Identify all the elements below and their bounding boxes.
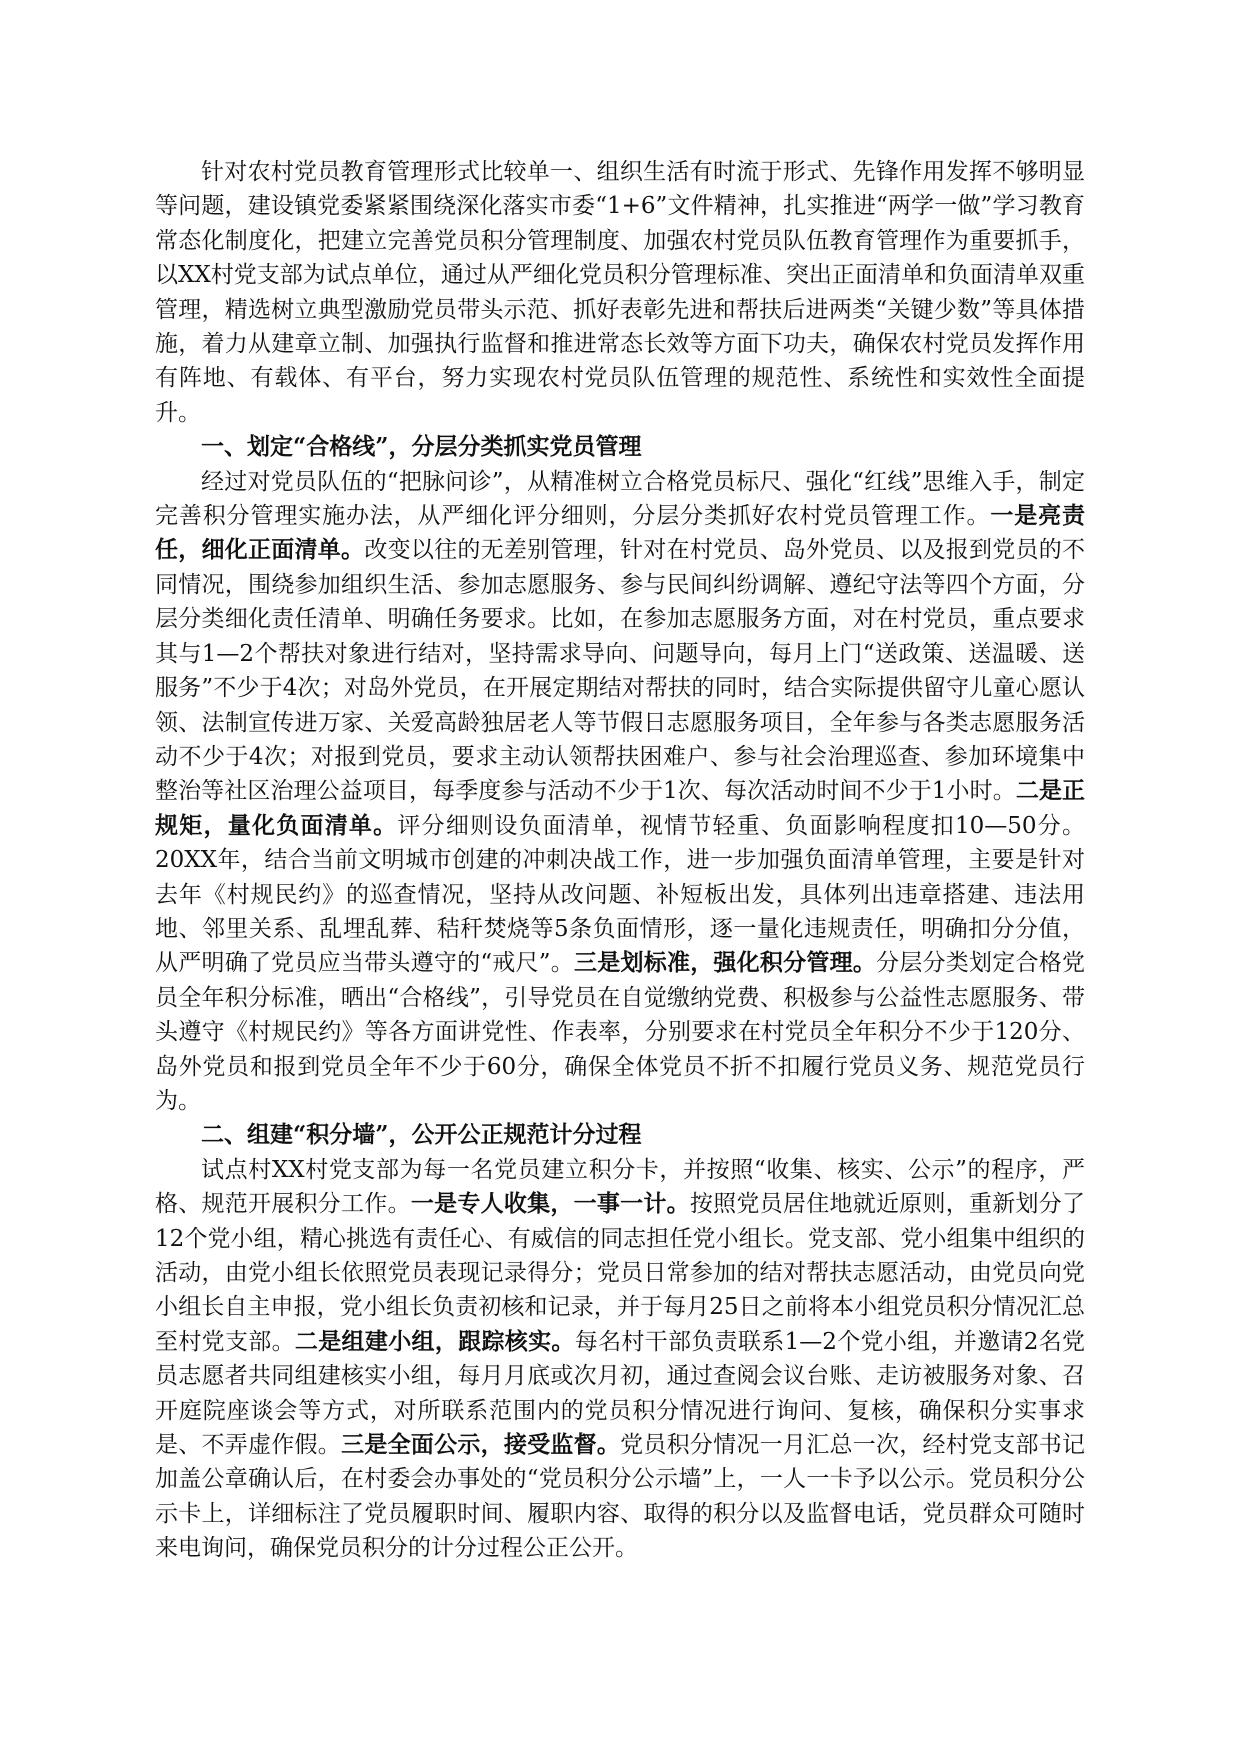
section-1-text-2: 改变以往的无差别管理，针对在村党员、岛外党员、以及报到党员的不同情况，围绕参加组织生活、参加志愿服务、参与民间纠纷调解、遵纪守法等四个方面，分层分类细化责任清单、明确任务要求。比如，在参加志愿服务方面，对在村党员，重点要求其与1—2个帮扶对象进行结对，坚持需求导向、问题导向，每月上门“送政策、送温暖、送服务”不少于4次；对岛外党员，在开展定期结对帮扶的同时，结合实际提供留守儿童心愿认领、法制宣传进万家、关爱高龄独居老人等节假日志愿服务项目，全年参与各类志愿服务活动不少于4次；对报到党员，要求主动认领帮扶困难户、参与社会治理巡查、参加环境集中整治等社区治理公益项目，每季度参与活动不少于1次、每次活动时间不少于1小时。 <box>155 537 1086 805</box>
section-1-text-4: 分层分类划定合格党员全年积分标准，晒出“合格线”，引导党员在自觉缴纳党费、积极参与公益性志愿服务、带头遵守《村规民约》等各方面讲党性、作表率，分别要求在村党员全年积分不少于120分、岛外党员和报到党员全年不少于60分，确保全体党员不折不扣履行党员义务、规范党员行为。 <box>155 950 1085 1114</box>
section-2-bold-1: 一是专人收集，一事一计。 <box>410 1190 690 1218</box>
section-1-bold-1: 一是亮责任，细化正面清单。 <box>155 502 1086 564</box>
section-heading-1: 一、划定“合格线”，分层分类抓实党员管理 <box>201 433 642 461</box>
section-2-paragraph <box>155 1153 1085 1566</box>
section-2-text-1: 试点村XX村党支部为每一名党员建立积分卡，并按照“收集、核实、公示”的程序，严格、规范开展积分工作。 <box>155 1156 1085 1218</box>
section-2-text-4: 党员积分情况一月汇总一次，经村党支部书记加盖公章确认后，在村委会办事处的“党员积分公示墙”上，一人一卡予以公示。党员积分公示卡上，详细标注了党员履职时间、履职内容、取得的积分以及监督电话，党员群众可随时来电询问，确保党员积分的计分过程公正公开。 <box>155 1432 1086 1562</box>
document-page <box>155 155 1085 1566</box>
section-2-bold-2: 二是组建小组，跟踪核实。 <box>294 1327 575 1355</box>
section-1-bold-2: 二是正规矩，量化负面清单。 <box>155 777 1085 839</box>
section-1-text-3: 评分细则设负面清单，视情节轻重、负面影响程度扣10—50分。20XX年，结合当前文明城市创建的冲刺决战工作，进一步加强负面清单管理，主要是针对去年《村规民约》的巡查情况，坚持从改问题、补短板出发，具体列出违章搭建、违法用地、邻里关系、乱埋乱葬、秸秆焚烧等5条负面情形，逐一量化违规责任，明确扣分分值，从严明确了党员应当带头遵守的“戒尺”。 <box>155 812 1085 977</box>
section-2-text-3: 每名村干部负责联系1—2个党小组，并邀请2名党员志愿者共同组建核实小组，每月月底或次月初，通过查阅会议台账、走访被服务对象、召开庭院座谈会等方式，对所联系范围内的党员积分情况进行询问、复核，确保积分实事求是、不弄虚作假。 <box>155 1328 1086 1459</box>
section-2-bold-3: 三是全面公示，接受监督。 <box>341 1431 621 1459</box>
section-1-paragraph <box>155 465 1085 1119</box>
section-1-bold-3: 三是划标准，强化积分管理。 <box>574 949 877 977</box>
intro-paragraph: 针对农村党员教育管理形式比较单一、组织生活有时流于形式、先锋作用发挥不够明显等问题，建设镇党委紧紧围绕深化落实市委“1+6”文件精神，扎实推进“两学一做”学习教育常态化制度化，把建立完善党员积分管理制度、加强农村党员队伍教育管理作为重要抓手，以XX村党支部为试点单位，通过从严细化党员积分管理标准、突出正面清单和负面清单双重管理，精选树立典型激励党员带头示范、抓好表彰先进和帮扶后进两类“关键少数”等具体措施，着力从建章立制、加强执行监督和推进常态长效等方面下功夫，确保农村党员发挥作用有阵地、有载体、有平台，努力实现农村党员队伍管理的规范性、系统性和实效性全面提升。 <box>155 159 1085 426</box>
section-heading-2: 二、组建“积分墙”，公开公正规范计分过程 <box>201 1121 642 1149</box>
section-1-text-1: 经过对党员队伍的“把脉问诊”，从精准树立合格党员标尺、强化“红线”思维入手，制定完善积分管理实施办法，从严细化评分细则，分层分类抓好农村党员管理工作。 <box>155 468 1085 530</box>
section-2-text-2: 按照党员居住地就近原则，重新划分了12个党小组，精心挑选有责任心、有威信的同志担任党小组长。党支部、党小组集中组织的活动，由党小组长依照党员表现记录得分；党员日常参加的结对帮扶志愿活动，由党员向党小组长自主申报，党小组长负责初核和记录，并于每月25日之前将本小组党员积分情况汇总至村党支部。 <box>155 1191 1086 1355</box>
